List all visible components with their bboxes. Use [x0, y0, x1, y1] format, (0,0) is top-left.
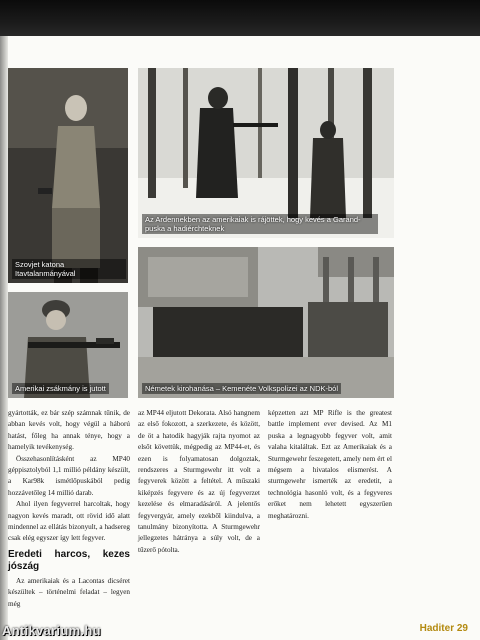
photo-soviet-soldier	[8, 68, 128, 283]
article-paragraph: Az amerikaiak és a Lacontas dicséret készültek – történelmi feladat – legyen még	[8, 576, 130, 608]
article-column-3	[268, 408, 392, 522]
article-subhead: Eredeti harcos, kezes jószág	[8, 548, 130, 572]
photo2-caption: Az Ardennekben az amerikaiak is rájöttek, hogy kevés a Garand-puska a hadiérchteknek	[142, 214, 378, 234]
parade-image	[138, 247, 394, 398]
article-paragraph: az MP44 eljutott Dekorata. Alsó hangnem az első fokozott, a szerkezete, és között, de öt a hatodik hagyják rajta nyomot az elsőt követtük, mégpedig az MP44-et, és ezen is folyamatosan dolgoztak, rendszeres a Sturmgewehr itt volt a fegyverek között a feltétel. A műszaki kiképzés fegyvere és az új fegyverzet kezelése és elmaradásáról. A jelentős fegyvergyár, amely ezekből kiindulva, a tanulmány bizonyította. A Sturmgewehr jellegzetes hátránya a súly volt, de a tűzerő pótolta.	[138, 409, 260, 554]
soldier-portrait-image	[8, 68, 128, 283]
article-paragraph: gyártották, ez bár szép számnak tűnik, de abban kevés volt, hogy végül a háború hatást, főleg ha annak ténye, hogy a hamelyik tevékenység.	[8, 409, 130, 452]
page-gutter	[0, 36, 8, 640]
photo-parade	[138, 247, 394, 398]
photo1-caption: Szovjet katona Itavtalanmányával	[12, 259, 126, 279]
watermark: Antikvarium.hu	[2, 623, 101, 638]
top-dark-band	[0, 0, 480, 40]
photo-american-soldier	[8, 292, 128, 398]
article-paragraph: képzetten azt MP Rifle is the greatest battle implement ever devised. Az M1 puska a legnagyobb fegyver volt, amit valaha kitaláltak. Ezt az Amerikaiak és a Sturmgewehr feszegetett, amely nem ért el mégsem a hivatalos elismerést. A sturmgewehr ismerték az eredetit, a technológia hasonló volt, és a fegyveres erőket nem lehetett egyszerűen meghatározni.	[268, 409, 392, 520]
article-paragraph: Ahol ilyen fegyverrel harcoltak, hogy nagyon kevés maradt, ott rövid idő alatt mindennel az ellátás bizonyult, a hadsereg csak elég egyszer így lett fegyver.	[8, 500, 130, 543]
article-column-2	[138, 408, 260, 556]
photo4-caption: Németek kirohanása – Kemenéte Volkspolizei az NDK-ból	[142, 383, 341, 394]
photo-ardennes-forest	[138, 68, 394, 238]
article-paragraph: Összehasonlításként az MP40 géppisztolyból 1,1 millió példány készült, a Kar98k ismétlőpuskából pedig hozzávetőleg 14 millió darab.	[8, 454, 130, 497]
magazine-footer	[420, 623, 468, 634]
article-column-1	[8, 408, 130, 610]
page-number: 29	[456, 623, 468, 634]
photo3-caption: Amerikai zsákmány is jutott	[12, 383, 109, 394]
snow-forest-image	[138, 68, 394, 238]
magazine-name: Haditer	[419, 623, 455, 634]
